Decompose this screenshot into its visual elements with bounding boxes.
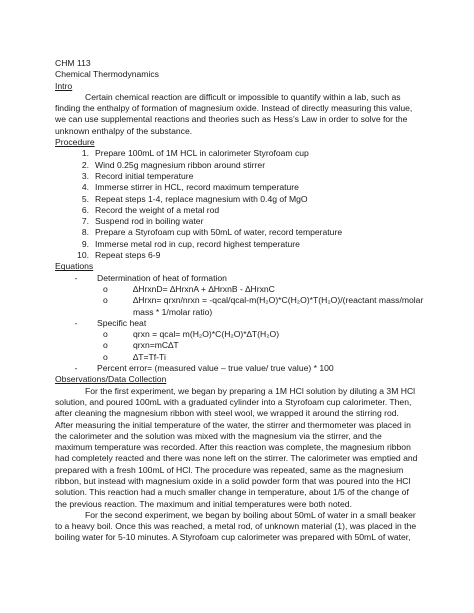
- paragraph-line: prepared with a fresh 100mL of HCl. The procedure was repeated, same as the magnesium: [55, 464, 404, 475]
- paragraph-line: maximum temperature was recorded. After this reaction was complete, the magnesium ribbon: [55, 442, 411, 453]
- equation-item: o ∆T=Tf-Ti: [55, 352, 434, 363]
- paragraph-line: the previous reaction. The maximum and initial temperatures were both noted.: [55, 498, 352, 509]
- procedure-step: 4. Immerse stirrer in HCL, record maximum temperature: [81, 182, 299, 193]
- procedure-heading: Procedure: [55, 137, 95, 148]
- paragraph-line: For the second experiment, we began by boiling about 50mL of water in a small beaker: [85, 509, 416, 520]
- circle-bullet: o: [103, 329, 108, 340]
- procedure-step: 5. Repeat steps 1-4, replace magnesium with 0.4g of MgO: [81, 193, 308, 204]
- equation-item: o qrxn = qcal= m(H₂O)*C(H₂O)*∆T(H₂O): [55, 329, 434, 340]
- equation-item: o ∆Hrxn= qrxn/nrxn = -qcal/qcal-m(H₂O)*C(H₂O)*T(H₂O)/(reactant mass/molar: [55, 295, 434, 306]
- document-title: Chemical Thermodynamics: [55, 69, 159, 80]
- intro-line: we can use supplemental reactions and theories such as Hess’s Law in order to solve for the: [55, 114, 408, 125]
- intro-line: unknown enthalpy of the substance.: [55, 125, 193, 136]
- course-code: CHM 113: [55, 58, 91, 68]
- paragraph-line: solution. This reaction had a much smaller change in temperature, about 1/5 of the change of: [55, 487, 409, 498]
- intro-line: Certain chemical reaction are difficult or impossible to quantify within a lab, such as: [85, 91, 401, 102]
- equation-item: o ∆HrxnD= ∆HrxnA + ∆HrxnB - ∆HrxnC: [55, 284, 434, 295]
- paragraph-line: boiling water for 5-10 minutes. A Styrofoam cup calorimeter was prepared with 50mL of water,: [55, 532, 411, 543]
- paragraph-line: after cleaning the magnesium ribbon with steel wool, we wrapped it around the stirring rod.: [55, 408, 399, 419]
- procedure-step: 9. Immerse metal rod in cup, record highest temperature: [81, 238, 300, 249]
- paragraph-line: ribbon, but instead with magnesium oxide in a solid powder form that was poured into the HCl: [55, 475, 411, 486]
- procedure-step: 2. Wind 0.25g magnesium ribbon around stirrer: [81, 159, 266, 170]
- equations-heading: Equations: [55, 261, 94, 272]
- circle-bullet: o: [103, 295, 108, 306]
- procedure-step: 8. Prepare a Styrofoam cup with 50mL of water, record temperature: [81, 227, 343, 238]
- percent-error-formula: Percent error= (measured value – true value/ true value) * 100: [97, 363, 334, 374]
- dash-bullet: -: [74, 272, 78, 283]
- equation-group: [55, 318, 434, 329]
- intro-heading: Intro: [55, 80, 73, 91]
- observations-paragraph-1: [55, 386, 434, 510]
- procedure-step: 1. Prepare 100mL of 1M HCL in calorimeter Styrofoam cup: [81, 148, 309, 159]
- procedure-step: 10. Repeat steps 6-9: [77, 250, 161, 261]
- observations-paragraph-2: [55, 510, 434, 544]
- equation-group-title: Specific heat: [97, 317, 147, 328]
- dash-bullet: -: [74, 363, 78, 374]
- equation-group: [55, 363, 434, 374]
- circle-bullet: o: [103, 283, 108, 294]
- procedure-list: [55, 148, 434, 261]
- observations-heading: Observations/Data Collection: [55, 374, 167, 385]
- paragraph-line: to a heavy boil. Once this was reached, a metal rod, of unknown material (1), was placed in the: [55, 521, 417, 532]
- equation-item: o qrxn=mC∆T: [55, 340, 434, 351]
- intro-paragraph: [55, 92, 434, 137]
- equations-section: [55, 273, 434, 375]
- equation-group: [55, 273, 434, 284]
- procedure-step: 6. Record the weight of a metal rod: [81, 204, 220, 215]
- circle-bullet: o: [103, 351, 108, 362]
- paragraph-line: had completely reacted and there was none left on the stirrer. The calorimeter was emptied and: [55, 453, 418, 464]
- intro-line: finding the enthalpy of formation of magnesium oxide. Instead of directly measuring this value,: [55, 103, 413, 114]
- procedure-step: 7. Suspend rod in boiling water: [81, 216, 204, 227]
- paragraph-line: For the first experiment, we began by preparing a 1M HCl solution by diluting a 3M HCl: [85, 385, 416, 396]
- equation-group-title: Determination of heat of formation: [97, 272, 227, 283]
- circle-bullet: o: [103, 340, 108, 351]
- paragraph-line: After measuring the initial temperature of the water, the stirrer and thermometer was placed in: [55, 419, 411, 430]
- procedure-step: 3. Record initial temperature: [81, 170, 194, 181]
- dash-bullet: -: [74, 317, 78, 328]
- equation-continuation: mass * 1/molar ratio): [133, 306, 213, 317]
- paragraph-line: solution, and poured 100mL with a graduated cylinder into a Styrofoam cup calorimeter. Then,: [55, 396, 412, 407]
- paragraph-line: the calorimeter and the solution was mixed with the magnesium via the stirrer, and the: [55, 430, 382, 441]
